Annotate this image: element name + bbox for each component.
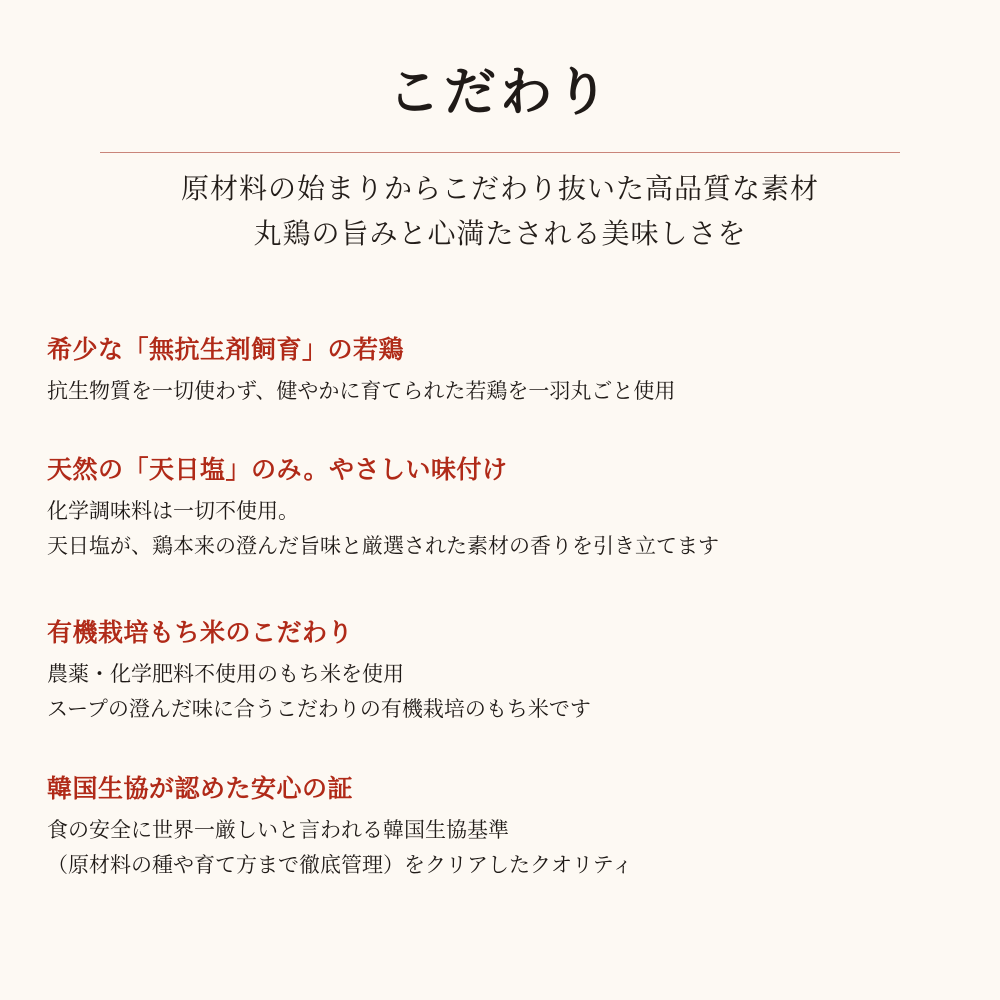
section-heading: 有機栽培もち米のこだわり bbox=[47, 618, 354, 647]
section-body bbox=[47, 813, 947, 883]
feature-section-antibiotic-free bbox=[47, 332, 947, 409]
intro-text bbox=[0, 166, 1000, 256]
title-divider bbox=[100, 152, 900, 153]
section-body-line: 農薬・化学肥料不使用のもち米を使用 bbox=[47, 662, 404, 686]
intro-line: 丸鶏の旨みと心満たされる美味しさを bbox=[253, 217, 747, 250]
section-body-line: 天日塩が、鶏本来の澄んだ旨味と厳選された素材の香りを引き立てます bbox=[47, 534, 719, 558]
section-heading: 希少な「無抗生剤飼育」の若鶏 bbox=[47, 335, 405, 364]
page-title: こだわり bbox=[387, 62, 612, 123]
section-body-line: （原材料の種や育て方まで徹底管理）をクリアしたクオリティ bbox=[47, 853, 633, 877]
section-body-line: 抗生物質を一切使わず、健やかに育てられた若鶏を一羽丸ごと使用 bbox=[47, 379, 676, 403]
feature-section-sea-salt bbox=[47, 452, 947, 564]
section-body bbox=[47, 494, 947, 564]
section-body bbox=[47, 374, 947, 409]
intro-line: 原材料の始まりからこだわり抜いた高品質な素材 bbox=[180, 172, 819, 205]
section-heading: 天然の「天日塩」のみ。やさしい味付け bbox=[47, 455, 508, 484]
section-heading: 韓国生協が認めた安心の証 bbox=[47, 774, 354, 803]
section-body bbox=[47, 657, 947, 727]
section-body-line: スープの澄んだ味に合うこだわりの有機栽培のもち米です bbox=[47, 697, 591, 721]
feature-section-organic-rice bbox=[47, 615, 947, 727]
feature-section-co-op-certified bbox=[47, 771, 947, 883]
section-body-line: 食の安全に世界一厳しいと言われる韓国生協基準 bbox=[47, 818, 509, 842]
section-body-line: 化学調味料は一切不使用。 bbox=[47, 499, 299, 523]
